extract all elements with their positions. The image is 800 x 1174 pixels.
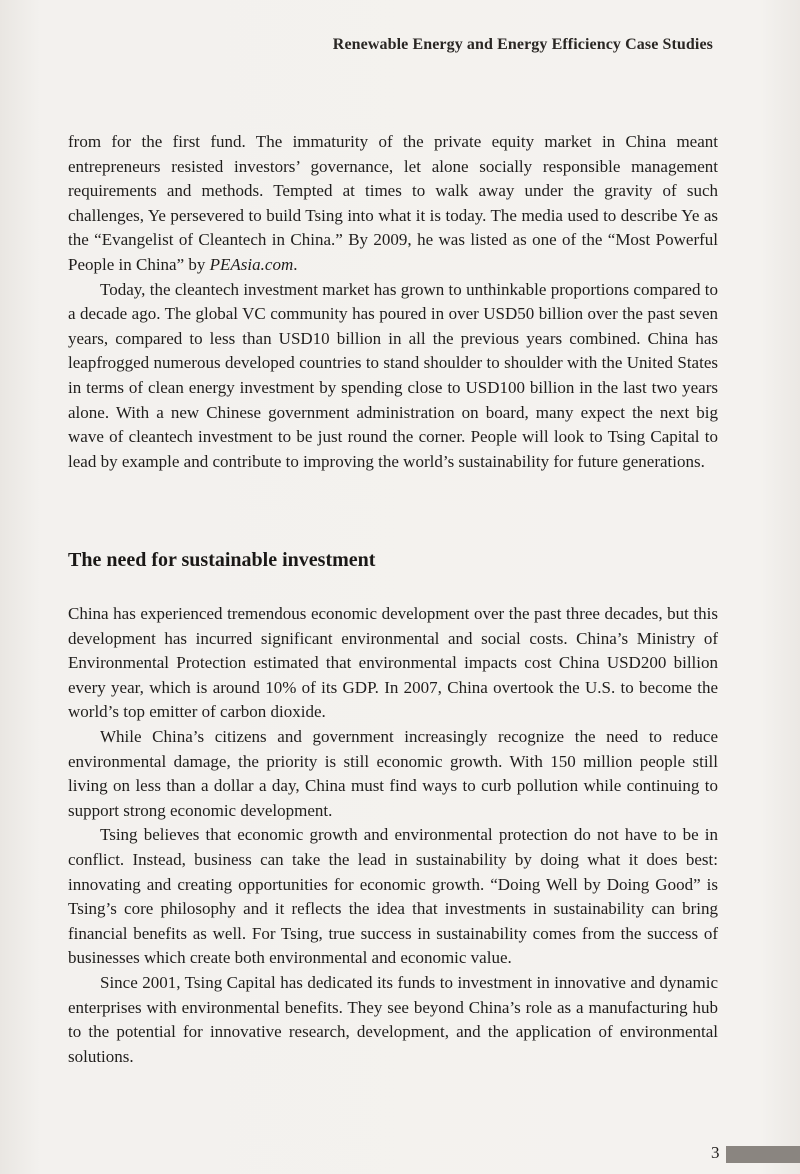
paragraph: Today, the cleantech investment market has grown to unthinkable proportions compared to a decade ago. The global VC community has poured in over USD50 billion over the past seven years, compared to less than USD10 billion in all the previous years combined. China has leapfrogged numerous developed countries to stand shoulder to shoulder with the United States in terms of clean energy investment by spending close to USD100 billion in the last two years alone. With a new Chinese government administration on board, many expect the next big wave of cleantech investment to be just round the corner. People will look to Tsing Capital to lead by example and contribute to improving the world’s sustainability for future generations.: [68, 279, 718, 471]
paragraph-text: from for the first fund. The immaturity of the private equity market in China meant entrepreneurs resisted investors’ governance, let alone socially responsible management requirements and methods. Tempted at times to walk away under the gravity of such challenges, Ye persevered to build Tsing into what it is today. The media used to describe Ye as the “Evangelist of Cleantech in China.” By 2009, he was listed as one of the “Most Powerful People in China” by: [68, 132, 718, 274]
paragraph-text-end: .: [293, 254, 298, 274]
page-edge-tab: [726, 1146, 800, 1163]
paragraph: Since 2001, Tsing Capital has dedicated its funds to investment in innovative and dynamic enterprises with environmental benefits. They see beyond China’s role as a manufacturing hub to the potential for innovative research, development, and the application of environmental solutions.: [68, 972, 718, 1066]
page-number: 3: [711, 1143, 720, 1162]
paragraph: [68, 130, 718, 278]
paragraph: Tsing believes that economic growth and environmental protection do not have to be in conflict. Instead, business can take the lead in sustainability by doing what it does best: innovating and creating opportunities for economic growth. “Doing Well by Doing Good” is Tsing’s core philosophy and it reflects the idea that investments in sustainability can bring financial benefits as well. For Tsing, true success in sustainability comes from the success of businesses which create both environmental and economic value.: [68, 825, 718, 968]
running-header: Renewable Energy and Energy Efficiency Case Studies: [332, 36, 713, 53]
body-section-intro: [68, 130, 718, 474]
paragraph: China has experienced tremendous economic development over the past three decades, but this development has incurred significant environmental and social costs. China’s Ministry of Environmental Protection estimated that environmental impacts cost China USD200 billion every year, which is around 10% of its GDP. In 2007, China overtook the U.S. to become the world’s top emitter of carbon dioxide.: [68, 604, 718, 722]
publication-name: PEAsia.com: [209, 254, 294, 274]
paragraph: While China’s citizens and government increasingly recognize the need to reduce environmental damage, the priority is still economic growth. With 150 million people still living on less than a dollar a day, China must find ways to curb pollution while continuing to support strong economic development.: [68, 726, 718, 820]
section-heading: The need for sustainable investment: [68, 549, 376, 571]
body-section-sustainable-investment: [68, 602, 718, 1069]
